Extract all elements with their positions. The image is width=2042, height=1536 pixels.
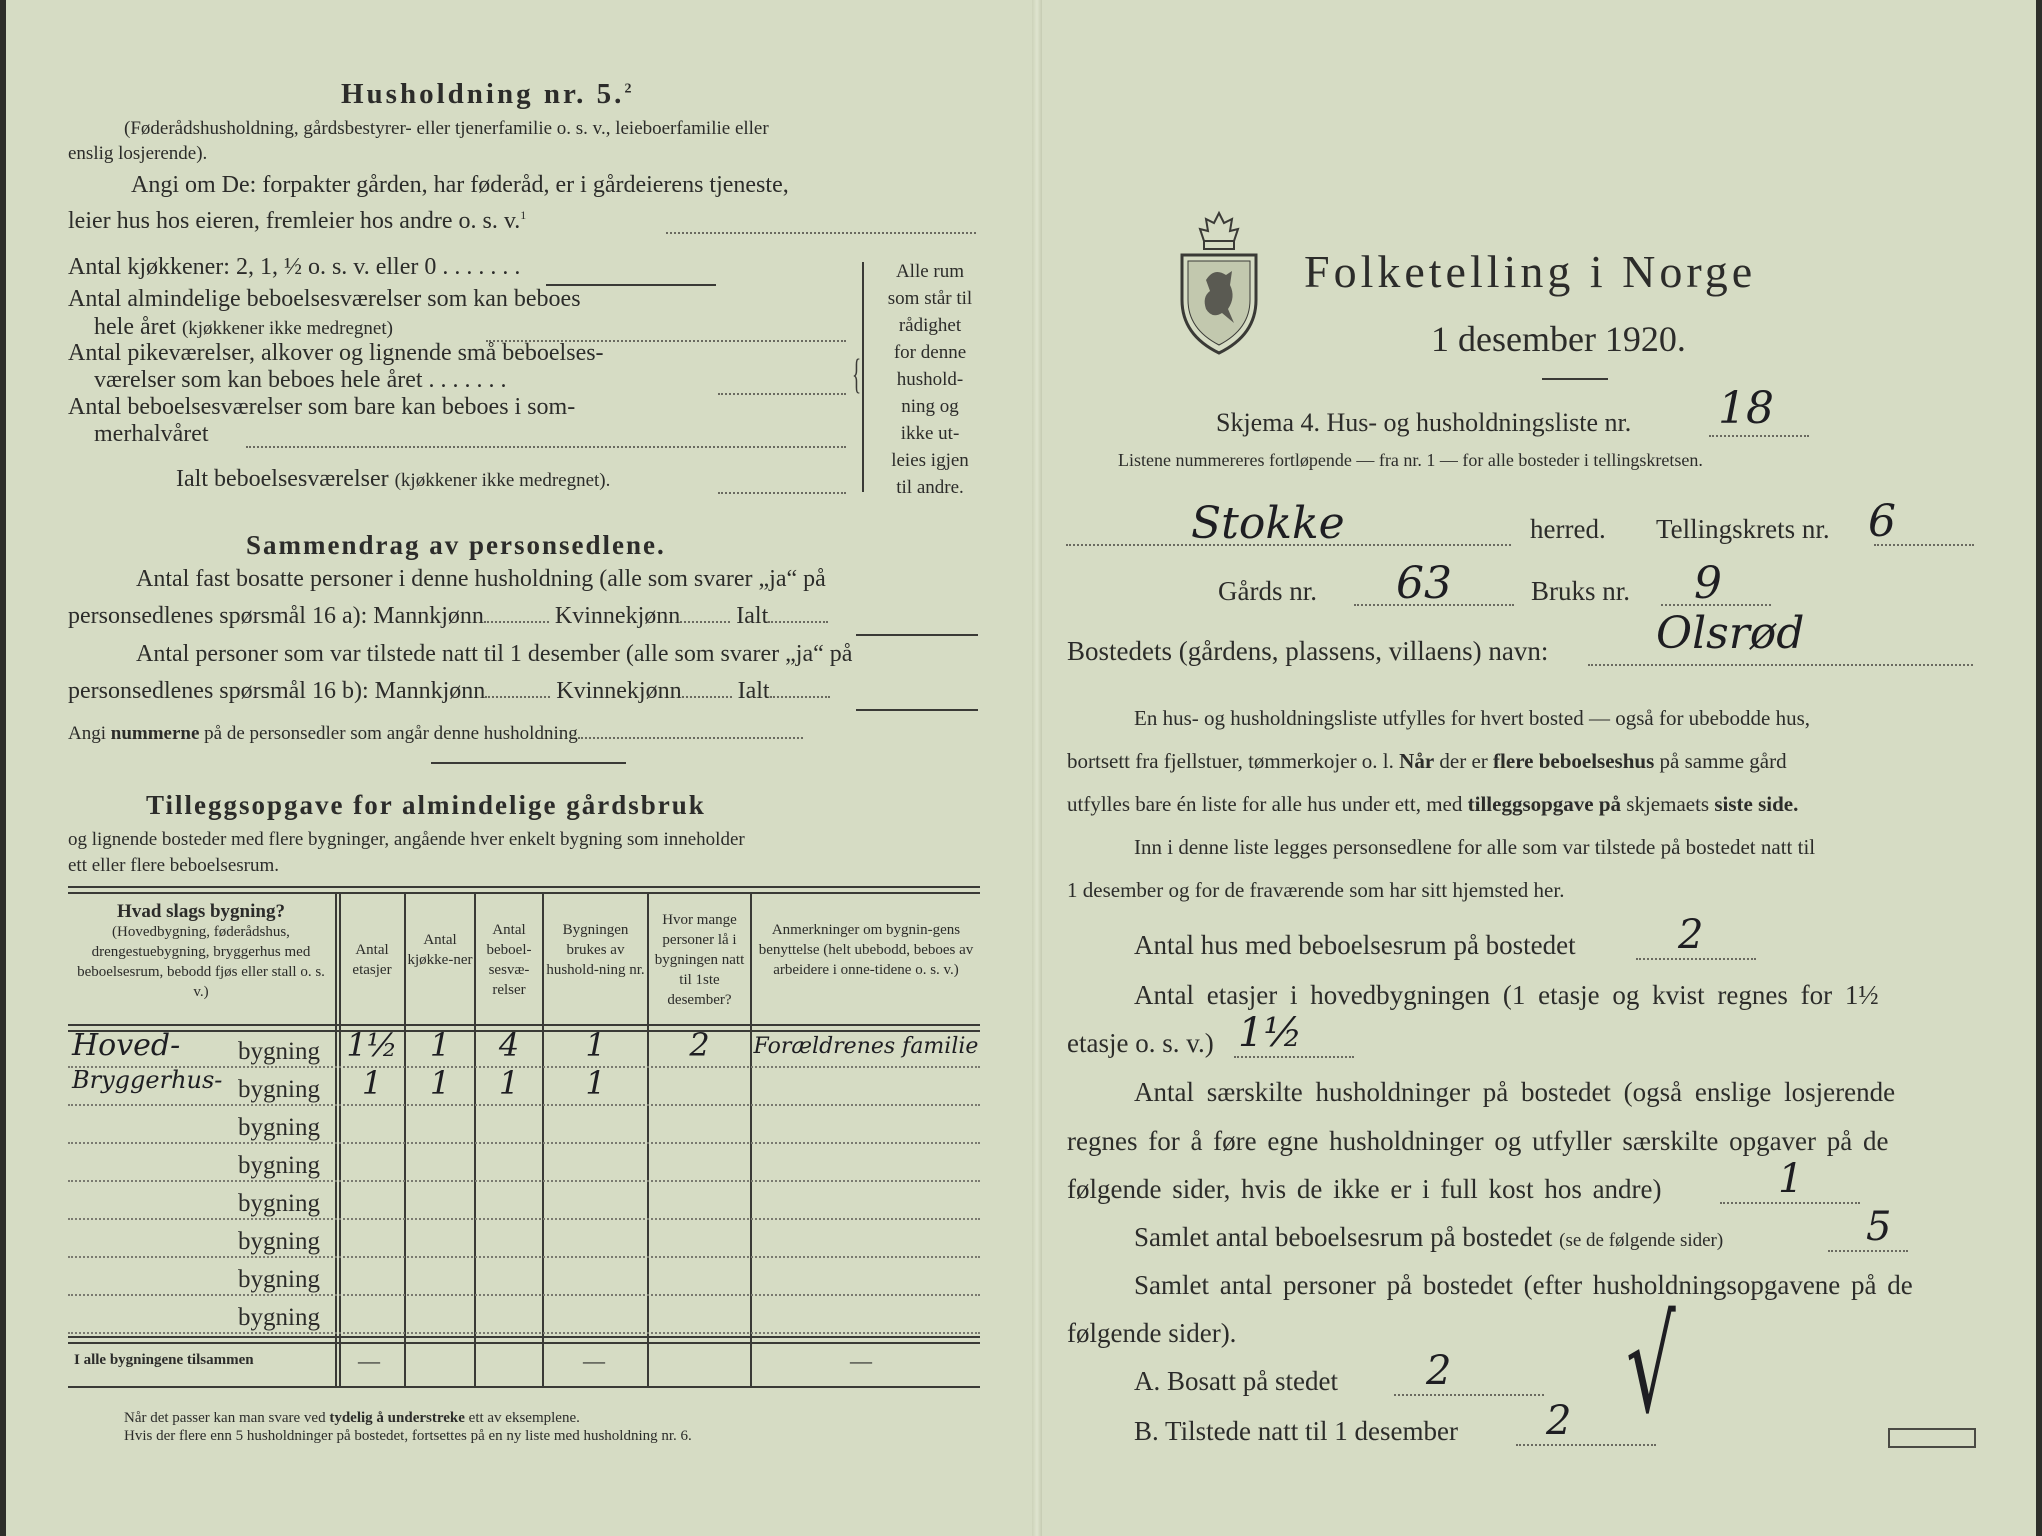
tilstede-label: B. Tilstede natt til 1 desember: [1134, 1416, 1458, 1446]
tillegg-title: Tilleggsopgave for almindelige gårdsbruk: [146, 790, 706, 820]
samlet-pers-label-2: følgende sider).: [1067, 1318, 1237, 1348]
sammendrag-title: Sammendrag av personsedlene.: [246, 530, 666, 560]
info-line-1: En hus- og husholdningsliste utfylles for hvert bosted — også for ubebodde hus,: [1134, 706, 1810, 730]
s1-line-2: personsedlenes spørsmål 16 a): Mannkjønn Kvinnekjønn Ialt: [68, 603, 828, 630]
cell-anm: Forældrenes familie: [753, 1034, 979, 1059]
pike-answer-line: [718, 393, 846, 395]
cell-vaerelser: 1: [498, 1064, 520, 1102]
cell-hushold: 1: [585, 1026, 606, 1064]
saer-value: 1: [1778, 1156, 1804, 1202]
building-row-label: bygning: [238, 1190, 320, 1217]
main-title: Folketelling i Norge: [1304, 246, 1757, 297]
check-mark: √: [1626, 1290, 1676, 1442]
bracket-note-line: ning og: [901, 396, 959, 417]
col-header-anmerkninger: Anmerkninger om bygnin-gens benyttelse (helt ubebodd, beboes av arbeidere i onne-tidene o. s. v.): [758, 922, 974, 978]
bracket-note-line: hushold-: [896, 369, 964, 390]
footnote-1: Når det passer kan man svare ved tydelig å understreke ett av eksemplene.: [124, 1410, 580, 1426]
bosted-value: Olsrød: [1656, 608, 1805, 659]
footnote-2: Hvis der flere enn 5 husholdninger på bostedet, fortsettes på en ny liste med husholdning nr. 6.: [124, 1428, 692, 1444]
s1-ialt-underline: [856, 634, 978, 636]
bracket-note-line: for denne: [893, 342, 967, 363]
tellingskrets-value: 6: [1868, 496, 1896, 547]
etasjer-label-1: Antal etasjer i hovedbygningen (1 etasje og kvist regnes for 1½: [1134, 980, 1879, 1010]
bosatt-label: A. Bosatt på stedet: [1134, 1366, 1338, 1396]
building-type-value: Bryggerhus-: [72, 1066, 223, 1094]
total-dash-hushold: —: [583, 1348, 605, 1373]
sommer-label-1: Antal beboelsesværelser som bare kan beboes i som-: [68, 394, 576, 420]
total-label: I alle bygningene tilsammen: [74, 1352, 254, 1368]
bracket-note-line: rådighet: [898, 315, 962, 336]
angi-nummerne: Angi nummerne på de personsedler som angår denne husholdning: [68, 723, 803, 745]
col-header-type: Hvad slags bygning? (Hovedbygning, føderådshus, drengestuebygning, bryggerhus med beboelsesrum, bebodd fjøs eller stall o. s. v.): [77, 901, 325, 1000]
bruks-label: Bruks nr.: [1531, 576, 1631, 606]
bosatt-answer-line: [1394, 1394, 1544, 1396]
household-subtitle-2: enslig losjerende).: [68, 143, 208, 164]
building-row-label: bygning: [238, 1228, 320, 1255]
census-date: 1 desember 1920.: [1431, 319, 1686, 359]
saer-answer-line: [1720, 1202, 1860, 1204]
title-divider: [1542, 378, 1608, 380]
listene-note: Listene nummereres fortløpende — fra nr. 1 — for alle bosteder i tellingskretsen.: [1118, 450, 1703, 470]
coat-of-arms-icon: [1176, 205, 1262, 355]
cell-hushold: 1: [585, 1064, 606, 1102]
s2-line-1: Antal personer som var tilstede natt til 1 desember (alle som svarer „ja“ på: [136, 641, 853, 667]
saer-label-1: Antal særskilte husholdninger på bostedet (også enslige losjerende: [1134, 1077, 1896, 1107]
building-row-label: bygning: [238, 1038, 320, 1065]
table-row: [68, 1298, 980, 1336]
bracket-note: [868, 258, 992, 501]
building-row-label: bygning: [238, 1114, 320, 1141]
col-header-hushold: Bygningen brukes av hushold-ning nr.: [546, 922, 645, 978]
sommer-label-2: merhalvåret: [94, 421, 209, 447]
bosted-answer-line: [1588, 664, 1973, 666]
table-row: [68, 1064, 980, 1108]
skjema-label: Skjema 4. Hus- og husholdningsliste nr.: [1216, 408, 1632, 437]
skjema-answer-line: [1709, 435, 1809, 437]
saer-label-2: regnes for å føre egne husholdninger og utfyller særskilte opgaver på de: [1067, 1126, 1889, 1156]
cell-personer: 2: [689, 1026, 710, 1064]
building-row-label: bygning: [238, 1152, 320, 1179]
table-row: [68, 1184, 980, 1222]
hus-answer-line: [1636, 958, 1756, 960]
ialt-label: Ialt beboelsesværelser (kjøkkener ikke medregnet).: [176, 466, 611, 492]
census-form-sheet: [6, 0, 2036, 1536]
table-row: [68, 1260, 980, 1298]
cell-vaerelser: 4: [498, 1026, 520, 1064]
samlet-pers-label-1: Samlet antal personer på bostedet (efter husholdningsopgavene på de: [1134, 1270, 1913, 1300]
building-type-value: Hoved-: [72, 1028, 181, 1063]
printer-stamp: [1888, 1428, 1976, 1448]
etasjer-answer-line: [1234, 1056, 1354, 1058]
page-fold: [1032, 0, 1042, 1536]
bracket-note-line: leies igjen: [891, 450, 969, 471]
cell-etasjer: 1½: [346, 1026, 398, 1064]
etasjer-value: 1½: [1238, 1010, 1303, 1056]
bruks-value: 9: [1694, 558, 1722, 609]
ialt-answer-line: [718, 492, 846, 494]
etasjer-label-2: etasje o. s. v.): [1067, 1028, 1214, 1058]
herred-label: herred.: [1530, 514, 1606, 544]
col-header-kjokkener: Antal kjøkke-ner: [407, 932, 473, 968]
hus-label: Antal hus med beboelsesrum på bostedet: [1134, 930, 1576, 960]
col-header-vaerelser: Antal beboel-sesvæ-relser: [486, 922, 532, 998]
tellingskrets-label: Tellingskrets nr.: [1656, 514, 1830, 544]
col-header-personer: Hvor mange personer lå i bygningen natt til 1ste desember?: [654, 912, 745, 1008]
tilstede-answer-line: [1516, 1444, 1656, 1446]
col-header-etasjer: Antal etasjer: [352, 942, 392, 978]
kjokkener-label: Antal kjøkkener: 2, 1, ½ o. s. v. eller 0 . . . . . . .: [68, 254, 521, 280]
angi-answer-line: [666, 232, 976, 234]
skjema-value: 18: [1718, 383, 1774, 434]
tillegg-line-2: ett eller flere beboelsesrum.: [68, 855, 280, 876]
table-row: [68, 1222, 980, 1260]
saer-label-3: følgende sider, hvis de ikke er i full kost hos andre): [1067, 1174, 1662, 1204]
divider: [431, 762, 626, 764]
bracket-line: [862, 262, 864, 492]
sommer-answer-line: [246, 446, 846, 448]
hus-value: 2: [1678, 912, 1704, 958]
gards-value: 63: [1396, 558, 1452, 609]
tilstede-value: 2: [1546, 1398, 1572, 1444]
pike-label-1: Antal pikeværelser, alkover og lignende små beboelses-: [68, 340, 604, 366]
herred-value: Stokke: [1191, 498, 1345, 549]
bracket-note-line: til andre.: [896, 477, 964, 498]
household-title: Husholdning nr. 5.$^2$: [341, 78, 635, 110]
cell-kjokkener: 1: [429, 1064, 451, 1102]
angi-line-2: leier hus hos eieren, fremleier hos andre o. s. v.$^1$: [68, 208, 527, 234]
tillegg-line-1: og lignende bosteder med flere bygninger, angående hver enkelt bygning som inneholder: [68, 829, 745, 850]
bosted-label: Bostedets (gårdens, plassens, villaens) navn:: [1067, 636, 1549, 666]
s2-line-2: personsedlenes spørsmål 16 b): Mannkjønn Kvinnekjønn Ialt: [68, 678, 830, 705]
samlet-rum-value: 5: [1866, 1204, 1892, 1250]
total-dash-anm: —: [850, 1348, 872, 1373]
table-row: [68, 1146, 980, 1184]
total-dash-etasjer: —: [358, 1348, 380, 1373]
samlet-rum-label: Samlet antal beboelsesrum på bostedet (se de følgende sider): [1134, 1222, 1724, 1252]
bracket: {: [852, 352, 862, 398]
cell-kjokkener: 1: [429, 1026, 451, 1064]
alm-label-2: hele året (kjøkkener ikke medregnet): [94, 314, 393, 340]
building-row-label: bygning: [238, 1266, 320, 1293]
cell-etasjer: 1: [361, 1064, 383, 1102]
angi-line-1: Angi om De: forpakter gården, har føderåd, er i gårdeierens tjeneste,: [131, 172, 789, 198]
bracket-note-line: Alle rum: [895, 261, 965, 282]
s1-line-1: Antal fast bosatte personer i denne husholdning (alle som svarer „ja“ på: [136, 566, 826, 592]
info-line-5: 1 desember og for de fraværende som har sitt hjemsted her.: [1067, 878, 1565, 902]
bracket-note-line: ikke ut-: [900, 423, 960, 444]
table-row: [68, 1108, 980, 1146]
building-table: [68, 886, 980, 1388]
gards-label: Gårds nr.: [1218, 576, 1317, 606]
household-subtitle-1: (Føderådshusholdning, gårdsbestyrer- eller tjenerfamilie o. s. v., leieboerfamilie eller: [124, 118, 769, 139]
info-line-3: utfylles bare én liste for alle hus under ett, med tilleggsopgave på skjemaets siste side.: [1067, 792, 1799, 816]
info-line-2: bortsett fra fjellstuer, tømmerkojer o. l. Når der er flere beboelseshus på samme gård: [1067, 749, 1787, 773]
bosatt-value: 2: [1426, 1348, 1452, 1394]
info-line-4: Inn i denne liste legges personsedlene for alle som var tilstede på bostedet natt til: [1134, 835, 1816, 859]
pike-label-2: værelser som kan beboes hele året . . . . . . .: [94, 367, 507, 393]
samlet-rum-answer-line: [1828, 1250, 1908, 1252]
s2-ialt-underline: [856, 709, 978, 711]
building-row-label: bygning: [238, 1304, 320, 1331]
alm-label-1: Antal almindelige beboelsesværelser som kan beboes: [68, 286, 581, 312]
building-row-label: bygning: [238, 1076, 320, 1103]
bracket-note-line: som står til: [887, 288, 973, 309]
